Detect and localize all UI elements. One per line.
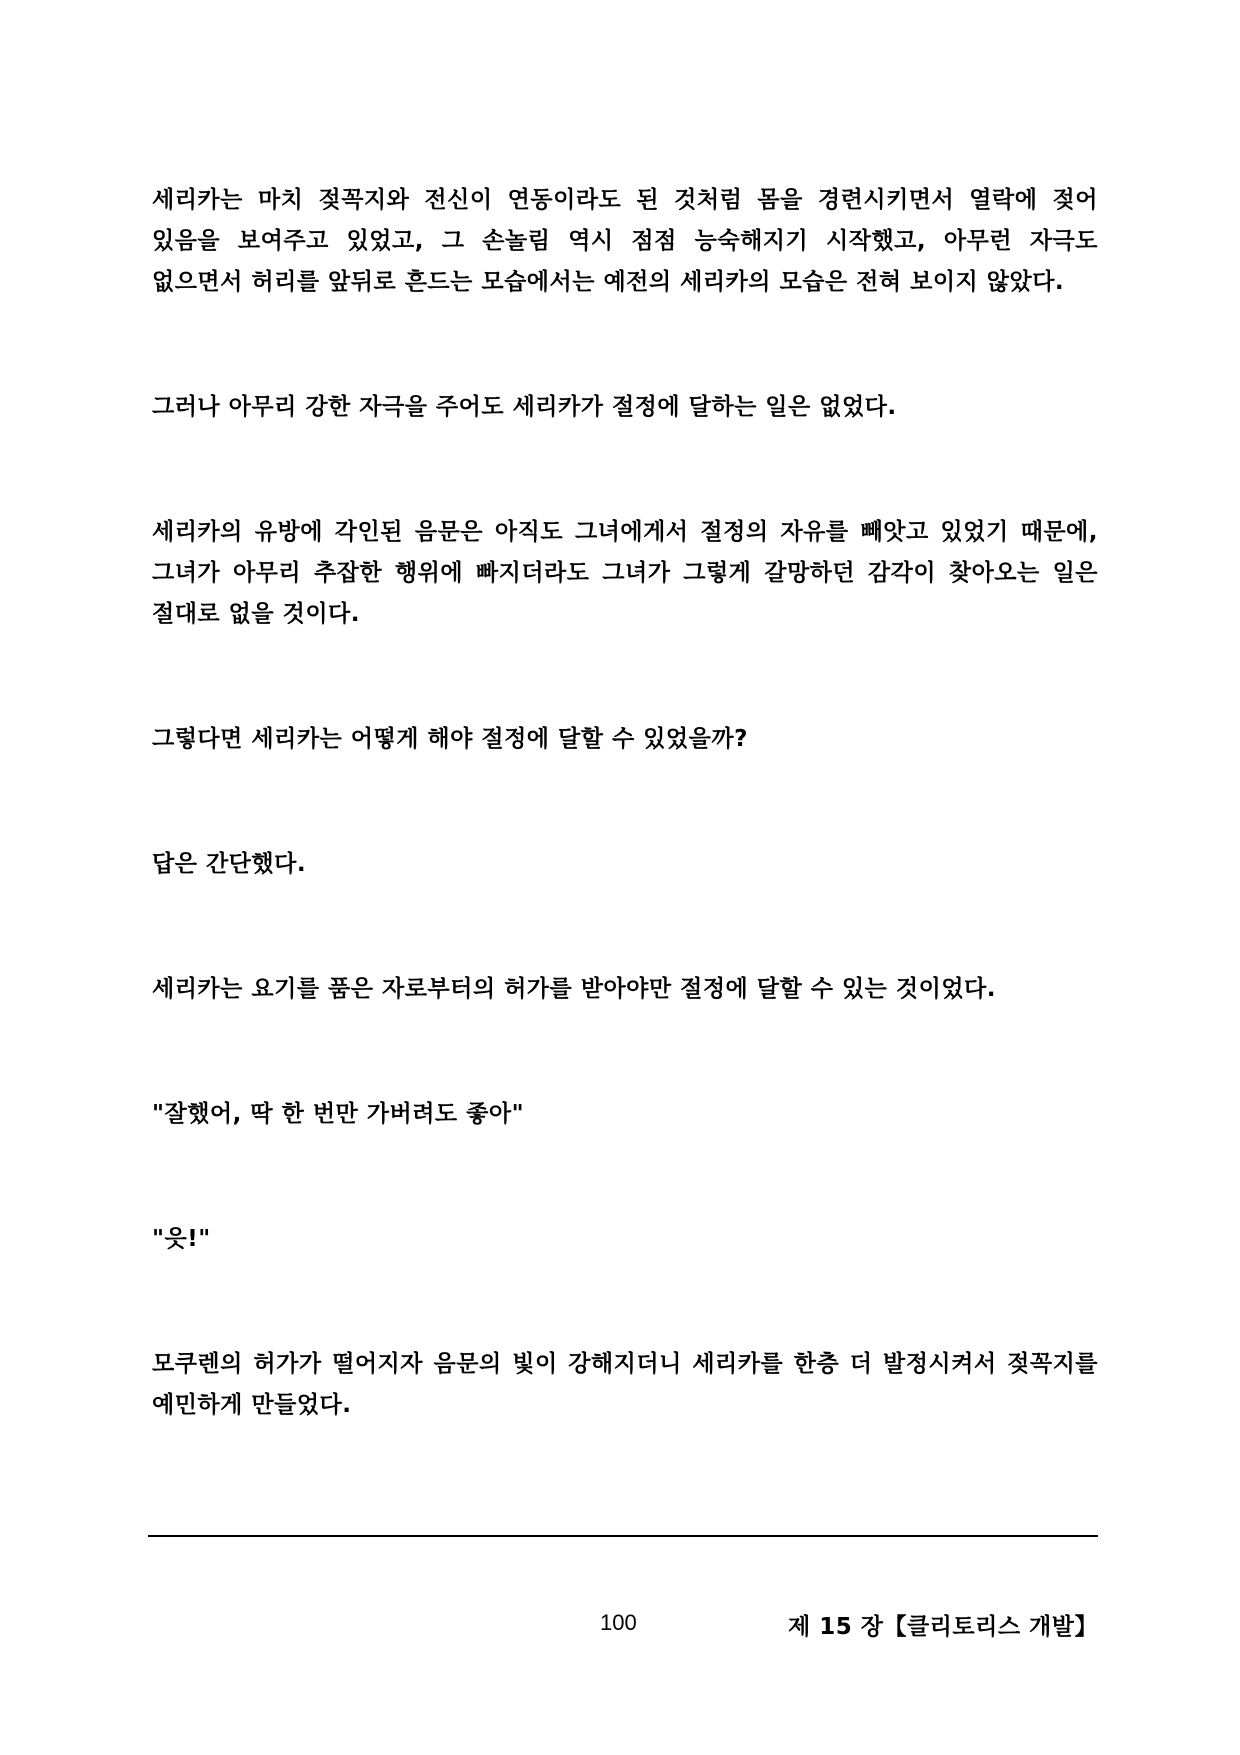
document-body [152,180,1098,1510]
dialogue-line: "읏!" [152,1226,211,1252]
page-number: 100 [600,1610,637,1635]
paragraph: 세리카의 유방에 각인된 음문은 아직도 그녀에게서 절정의 자유를 빼앗고 있었기 때문에, 그녀가 아무리 추잡한 행위에 빠지더라도 그녀가 그렇게 갈망하던 감각이 찾아오는 일은 절대로 없을 것이다. [152,519,1098,627]
paragraph: 그렇다면 세리카는 어떻게 해야 절정에 달할 수 있었을까? [152,726,748,752]
paragraph: 그러나 아무리 강한 자극을 주어도 세리카가 절정에 달하는 일은 없었다. [152,394,897,420]
paragraph: 답은 간단했다. [152,851,307,877]
paragraph: 세리카는 요기를 품은 자로부터의 허가를 받아야만 절정에 달할 수 있는 것이었다. [152,976,997,1002]
paragraph: 세리카는 마치 젖꼭지와 전신이 연동이라도 된 것처럼 몸을 경련시키면서 열락에 젖어 있음을 보여주고 있었고, 그 손놀림 역시 점점 능숙해지기 시작했고, 아무런 자극도 없으면서 허리를 앞뒤로 흔드는 모습에서는 예전의 세리카의 모습은 전혀 보이지 않았다. [152,187,1098,295]
dialogue-line: "잘했어, 딱 한 번만 가버려도 좋아" [152,1101,525,1127]
paragraph: 모쿠렌의 허가가 떨어지자 음문의 빛이 강해지더니 세리카를 한층 더 발정시켜서 젖꼭지를 예민하게 만들었다. [152,1351,1098,1418]
footer-divider [148,1535,1098,1537]
chapter-title: 제 15 장【클리토리스 개발】 [788,1614,1098,1640]
